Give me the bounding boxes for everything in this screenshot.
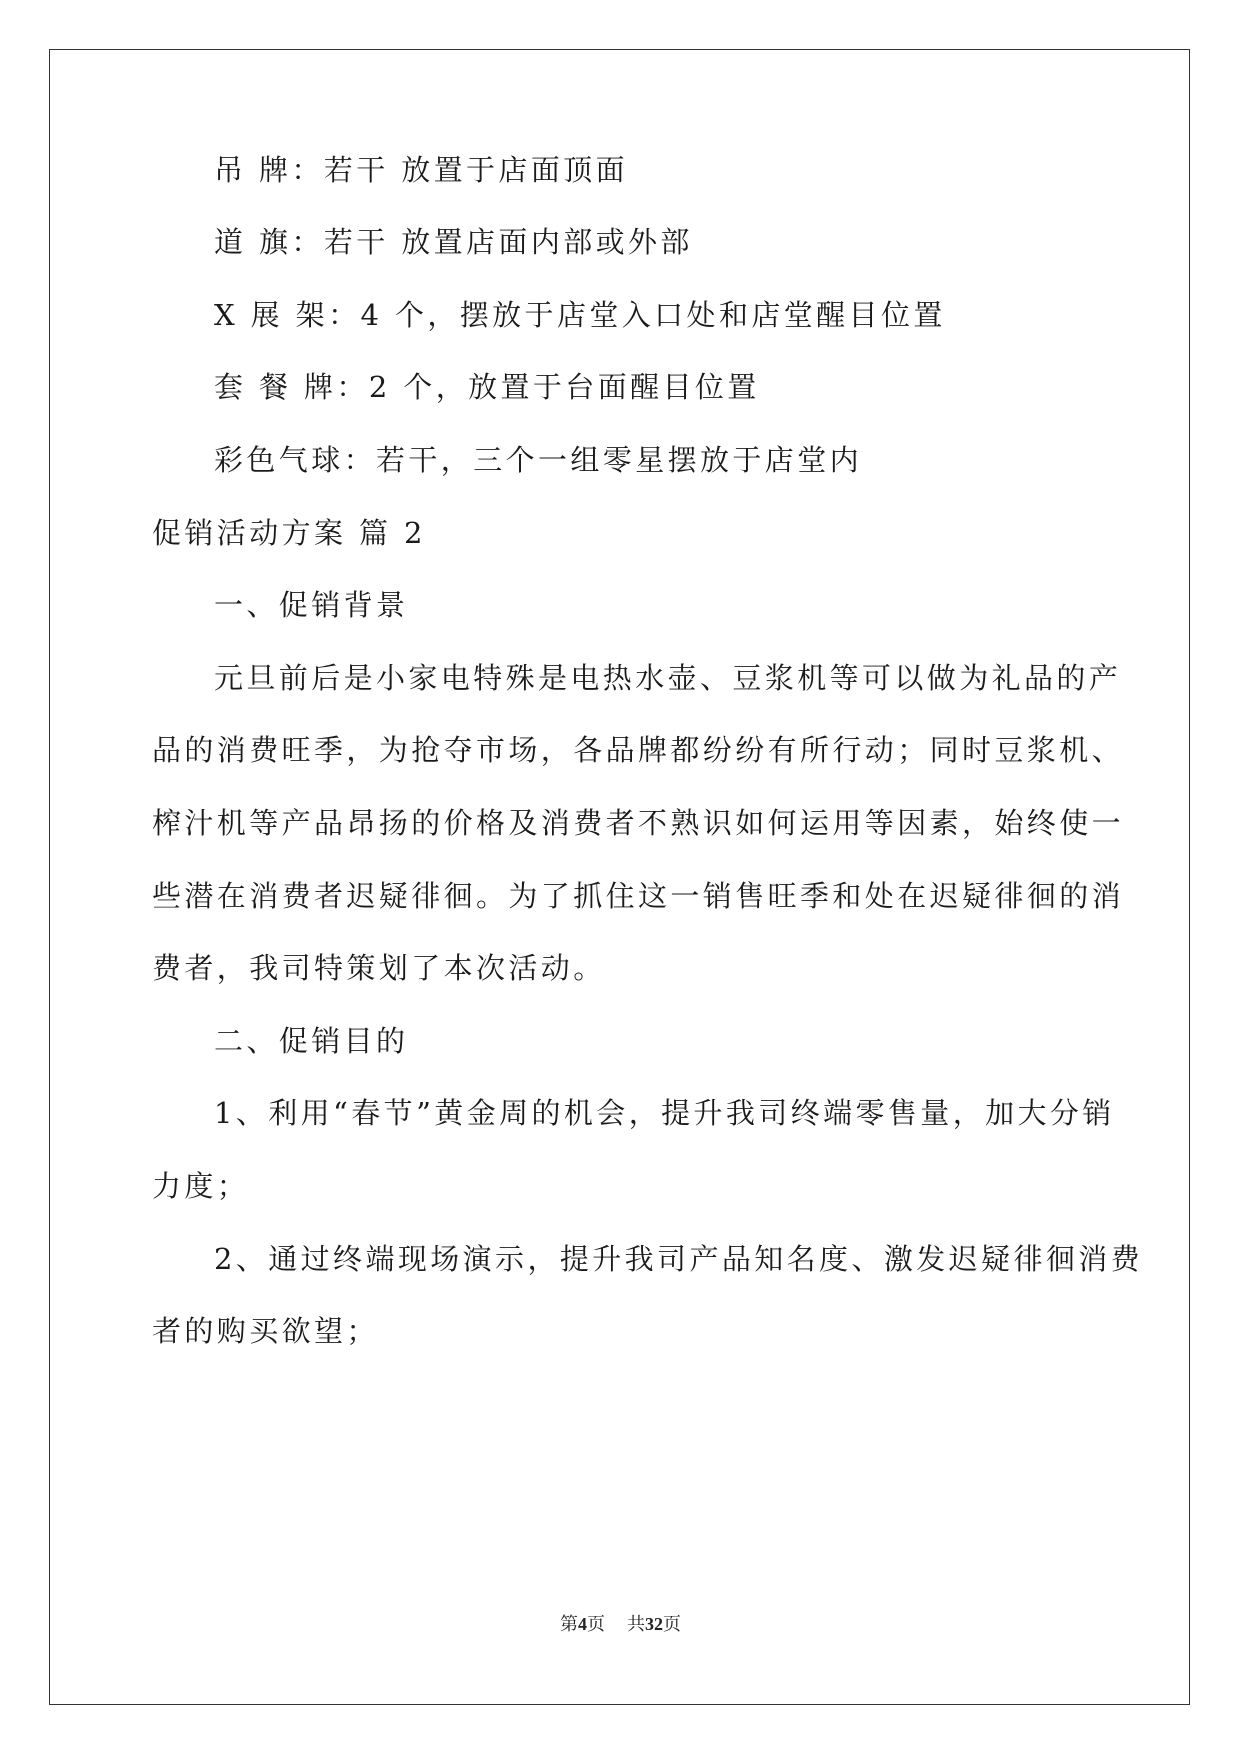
paragraph-line: 元旦前后是小家电特殊是电热水壶、豆浆机等可以做为礼品的产 <box>214 661 1122 695</box>
paragraph-line: 些潜在消费者迟疑徘徊。为了抓住这一销售旺季和处在迟疑徘徊的消 <box>152 879 1125 913</box>
paragraph-line: 者的购买欲望； <box>152 1314 379 1348</box>
total-pages: 32 <box>645 1614 663 1634</box>
page-prefix: 第 <box>560 1614 578 1634</box>
paragraph-line: 榨汁机等产品昂扬的价格及消费者不熟识如何运用等因素，始终使一 <box>152 806 1125 840</box>
paragraph-line: 2、通过终端现场演示，提升我司产品知名度、激发迟疑徘徊消费 <box>214 1242 1144 1276</box>
paragraph-line: 品的消费旺季，为抢夺市场，各品牌都纷纷有所行动；同时豆浆机、 <box>152 733 1125 767</box>
subheading-goals: 二、促销目的 <box>214 1024 409 1058</box>
paragraph-x-stand: X 展 架：4 个，摆放于店堂入口处和店堂醒目位置 <box>214 298 946 332</box>
paragraph-line: 力度； <box>152 1169 250 1203</box>
page-number: 4 <box>578 1614 587 1634</box>
paragraph-line: 费者，我司特策划了本次活动。 <box>152 951 606 985</box>
subheading-background: 一、促销背景 <box>214 588 409 622</box>
paragraph-balloons: 彩色气球：若干，三个一组零星摆放于店堂内 <box>214 443 863 477</box>
paragraph-line: 1、利用“春节”黄金周的机会，提升我司终端零售量，加大分销 <box>214 1096 1115 1130</box>
paragraph-road-flag: 道 旗：若干 放置店面内部或外部 <box>214 225 693 259</box>
paragraph-combo-sign: 套 餐 牌：2 个，放置于台面醒目位置 <box>214 370 760 404</box>
section-heading: 促销活动方案 篇 2 <box>152 516 426 550</box>
page-footer <box>0 1612 1241 1636</box>
total-suffix: 页 <box>663 1614 681 1634</box>
page-suffix: 页 <box>587 1614 605 1634</box>
paragraph-hanging-sign: 吊 牌：若干 放置于店面顶面 <box>214 153 629 187</box>
total-prefix: 共 <box>627 1614 645 1634</box>
